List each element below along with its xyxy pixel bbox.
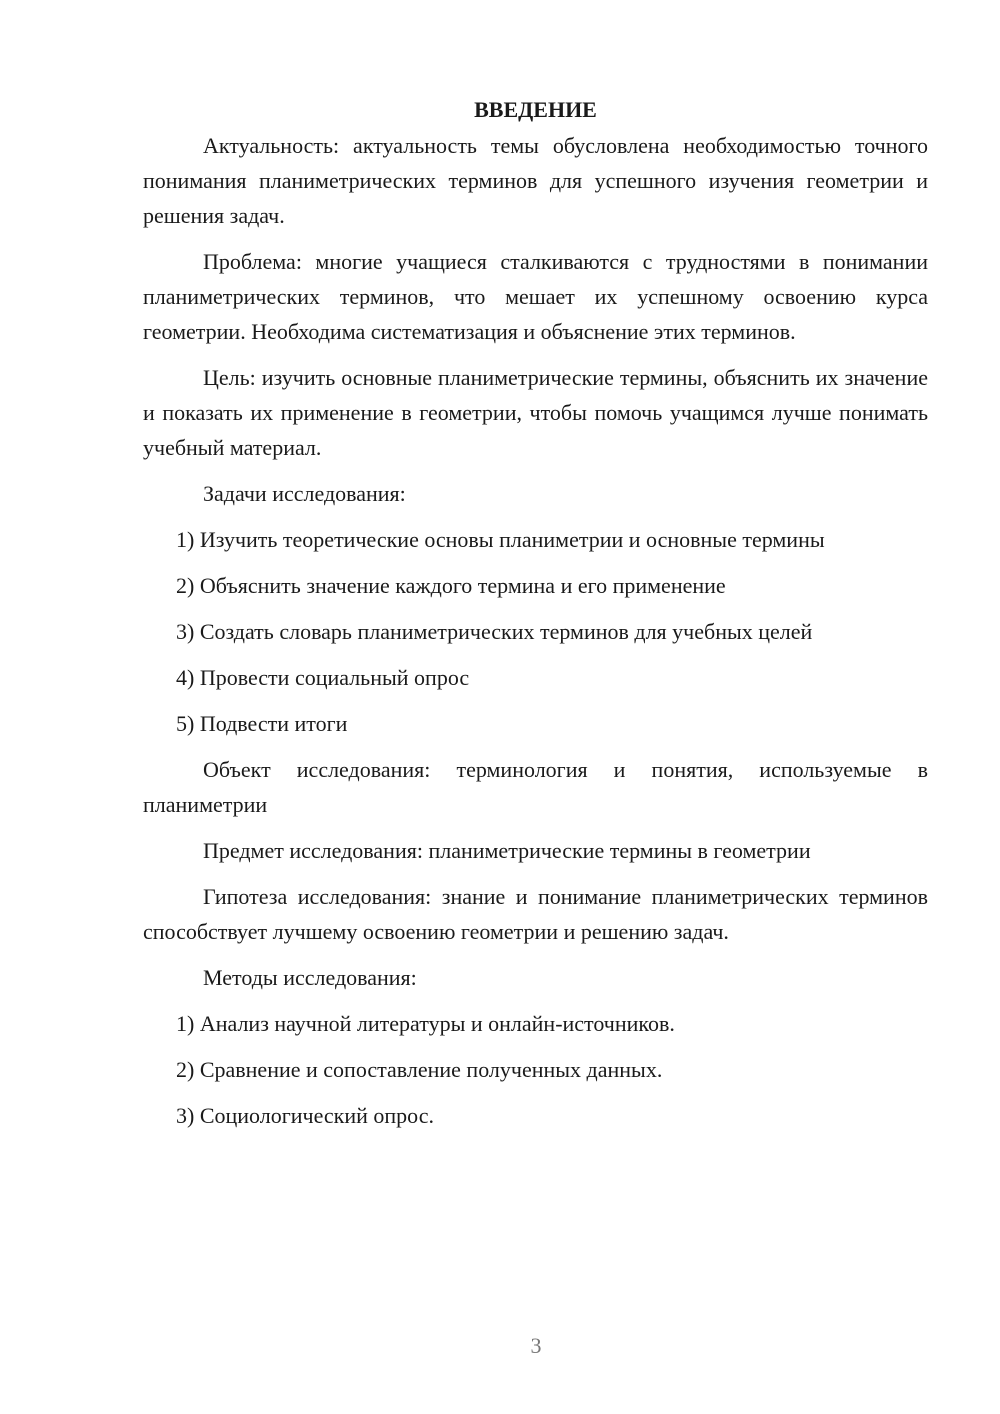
section-heading: ВВЕДЕНИЕ <box>474 97 597 122</box>
object-paragraph: Объект исследования: терминология и понятия, используемые в планиметрии <box>143 757 928 817</box>
methods-list <box>143 1006 928 1133</box>
relevance-paragraph: Актуальность: актуальность темы обусловлена необходимостью точного понимания планиметрических терминов для успешного изучения геометрии и решения задач. <box>143 133 928 228</box>
page-content <box>143 92 928 1144</box>
task-item: 4) Провести социальный опрос <box>176 665 470 690</box>
tasks-title: Задачи исследования: <box>203 481 406 506</box>
methods-title: Методы исследования: <box>203 965 417 990</box>
method-item: 3) Социологический опрос. <box>176 1103 434 1128</box>
task-item: 3) Создать словарь планиметрических терминов для учебных целей <box>176 619 813 644</box>
subject-paragraph: Предмет исследования: планиметрические термины в геометрии <box>203 838 811 863</box>
task-item: 2) Объяснить значение каждого термина и его применение <box>176 573 726 598</box>
page-number: 3 <box>530 1333 542 1358</box>
goal-paragraph: Цель: изучить основные планиметрические термины, объяснить их значение и показать их применение в геометрии, чтобы помочь учащимся лучше понимать учебный материал. <box>143 365 928 460</box>
tasks-list <box>143 522 928 741</box>
problem-paragraph: Проблема: многие учащиеся сталкиваются с трудностями в понимании планиметрических терминов, что мешает их успешному освоению курса геометрии. Необходима систематизация и объяснение этих терминов. <box>143 249 928 344</box>
method-item: 1) Анализ научной литературы и онлайн-источников. <box>176 1011 675 1036</box>
method-item: 2) Сравнение и сопоставление полученных данных. <box>176 1057 663 1082</box>
hypothesis-paragraph: Гипотеза исследования: знание и понимание планиметрических терминов способствует лучшему освоению геометрии и решению задач. <box>143 884 928 944</box>
task-item: 5) Подвести итоги <box>176 711 348 736</box>
task-item: 1) Изучить теоретические основы планиметрии и основные термины <box>176 527 825 552</box>
